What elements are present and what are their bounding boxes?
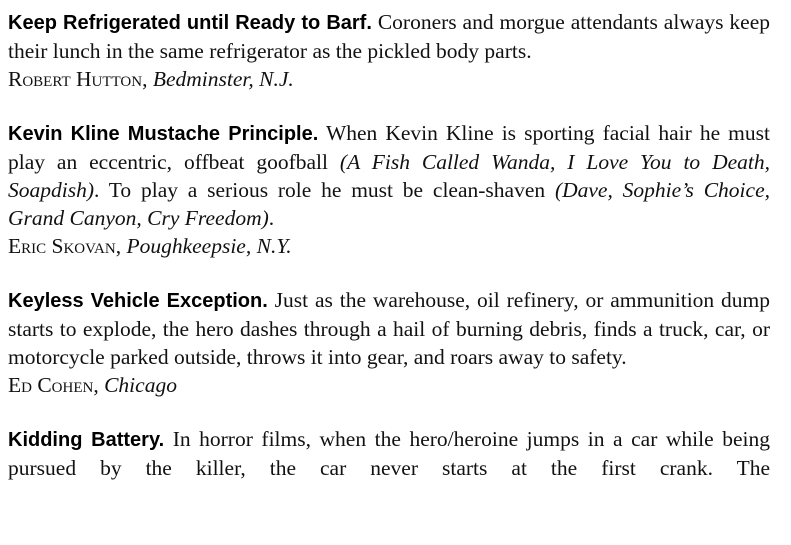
entry-keyless-vehicle bbox=[8, 286, 770, 399]
credit-separator: , bbox=[93, 373, 105, 397]
credit-location: Poughkeepsie, N.Y. bbox=[126, 234, 292, 258]
credit-location: Chicago bbox=[104, 373, 177, 397]
entry-film-list: (Dave, Sophie’s Choice, Grand Canyon, Cry Freedom) bbox=[8, 178, 770, 230]
entry-text: . bbox=[268, 206, 275, 230]
credit-author: Robert Hutton bbox=[8, 67, 143, 91]
credit-location: Bedminster, N.J. bbox=[152, 67, 294, 91]
credit-separator: , bbox=[115, 234, 127, 258]
credit-author: Eric Skovan bbox=[8, 234, 116, 258]
credit-separator: , bbox=[142, 67, 153, 91]
entry-term: Keyless Vehicle Exception. bbox=[8, 290, 268, 312]
entry-body bbox=[8, 425, 770, 482]
entry-text: In horror films, when the hero/heroine jumps in a car while being pursued by the killer, the car never starts at the first crank. The bbox=[8, 427, 770, 480]
entry-text: Coroners and morgue attendants always keep their lunch in the same refrigerator as the pickled body parts. bbox=[8, 10, 770, 63]
entry-kidding-battery bbox=[8, 425, 770, 482]
entry-text: Just as the warehouse, oil refinery, or ammunition dump starts to explode, the hero dashes through a hail of burning debris, finds a truck, car, or motorcycle parked outside, throws it into gear, and roars away to safety. bbox=[8, 288, 771, 369]
entry-text: When Kevin Kline is sporting facial hair he must play an eccentric, offbeat goofball bbox=[8, 121, 770, 174]
entry-body bbox=[8, 286, 770, 371]
entry-film-list: (A Fish Called Wanda, I Love You to Death, Soapdish) bbox=[8, 150, 770, 202]
entry-body bbox=[8, 119, 770, 232]
entry-credit bbox=[8, 371, 770, 399]
entry-credit bbox=[8, 232, 770, 260]
credit-author: Ed Cohen bbox=[8, 373, 94, 397]
spacer bbox=[8, 260, 770, 286]
entry-term: Kidding Battery. bbox=[8, 429, 165, 451]
entry-kevin-kline bbox=[8, 119, 770, 260]
document-page bbox=[8, 8, 770, 482]
entry-text: . To play a serious role he must be clean-shaven bbox=[94, 178, 546, 202]
spacer bbox=[8, 93, 770, 119]
entry-credit bbox=[8, 65, 770, 93]
entry-body bbox=[8, 8, 770, 65]
entry-keep-refrigerated bbox=[8, 8, 770, 93]
entry-term: Keep Refrigerated until Ready to Barf. bbox=[8, 12, 372, 34]
spacer bbox=[8, 399, 770, 425]
entry-term: Kevin Kline Mustache Principle. bbox=[8, 123, 319, 145]
